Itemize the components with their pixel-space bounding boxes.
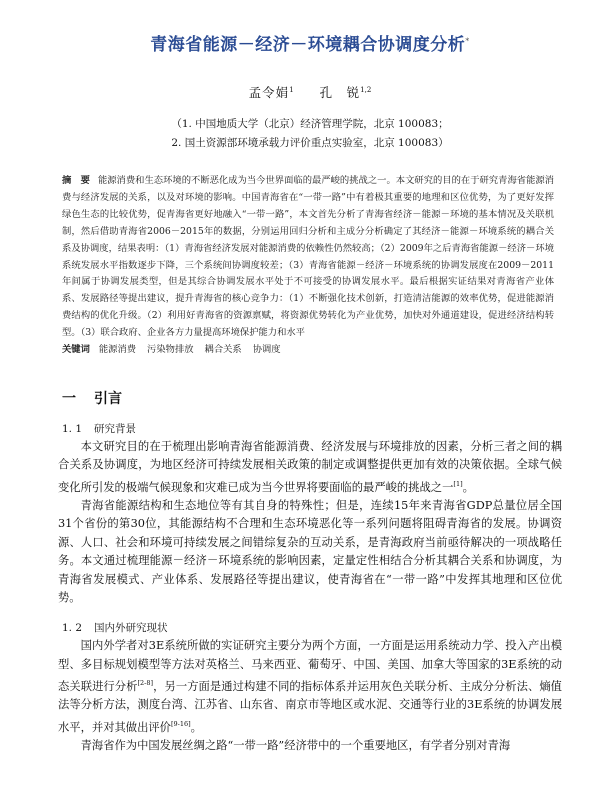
paper-title xyxy=(58,30,562,55)
abstract-text: 能源消费和生态环境的不断恶化成为当今世界面临的最严峻的挑战之一。本文研究的目的在于研究青海省能源消费与经济发展的关系，以及对环境的影响。中国青海省在“一带一路”中有着极其重要的地理和区位优势，为了更好发挥绿色生态的比较优势，促青海省更好地融入“一带一路”，本文首先分析了青海省经济－能源－环境的基本情况及关联机制，然后借助青海省2006－2015年的数据，分别运用回归分析和主成分分析确定了其经济－能源－环境系统的耦合关系及协调度，结果表明：（1）青海省经济发展对能源消费的依赖性仍然较高；（2）2009年之后青海省能源－经济－环境系统发展水平指数逐步下降，三个系统间协调度较差；（3）青海省能源－经济－环境系统的协调发展度在2009－2011年间属于协调发展类型，但是其综合协调发展水平处于不可接受的协调发展水平。最后根据实证结果对青海省产业体系、发展路径等提出建议，提升青海省的核心竞争力：（1）不断强化技术创新，打造清洁能源的效率优势，促进能源消费结构的优化升级。（2）利用好青海省的资源禀赋，将资源优势转化为产业优势，加快对外通道建设，促进经济结构转型。（3）联合政府、企业各方力量提高环境保护能力和水平 xyxy=(62,175,554,339)
paragraph-end: 。 xyxy=(190,720,202,734)
section-title: 引言 xyxy=(94,391,122,408)
paragraph-text: 本文研究目的在于梳理出影响青海省能源消费、经济发展与环境排放的因素，分析三者之间的耦合关系及协调度，为地区经济可持续发展相关政策的制定或调整提供更加有效的决策依据。全球气候变化所引发的极端气候现象和灾难已成为当今世界将要面临的最严峻的挑战之一 xyxy=(58,440,562,494)
paper-title-text: 青海省能源－经济－环境耦合协调度分析 xyxy=(150,35,466,55)
subsection-title: 研究背景 xyxy=(94,423,137,436)
section-number: 一 xyxy=(62,391,76,408)
keyword: 协调度 xyxy=(252,344,281,356)
author-name: 孔 锐 xyxy=(319,85,361,100)
subsection-title: 国内外研究现状 xyxy=(94,622,168,635)
paragraph-end: 。 xyxy=(462,480,474,494)
citation: [9-16] xyxy=(170,719,191,728)
author-affil-mark: 1,2 xyxy=(360,85,372,94)
author-affil-mark: 1 xyxy=(289,85,294,94)
author-line xyxy=(58,83,562,101)
body-paragraph xyxy=(58,637,562,737)
keyword: 能源消费 xyxy=(98,344,137,356)
affiliations xyxy=(58,115,562,153)
subsection-heading xyxy=(58,420,562,438)
subsection-number: 1. 2 xyxy=(62,622,83,635)
abstract-label: 摘 要 xyxy=(62,175,90,186)
affiliation-line: 2. 国土资源部环境承载力评价重点实验室，北京 100083） xyxy=(171,137,449,149)
paragraph-text: 国内外学者对3E系统所做的实证研究主要分为两个方面，一方面是运用系统动力学、投入产出模型、多目标规划模型等方法对英格兰、马来西亚、葡萄牙、中国、美国、加拿大等国家的3E系统的动态关联进行分析 xyxy=(58,639,562,694)
keywords xyxy=(58,342,562,358)
abstract xyxy=(58,173,562,342)
title-footnote-mark: * xyxy=(465,36,470,46)
subsection-number: 1. 1 xyxy=(62,423,83,436)
body-paragraph xyxy=(58,438,562,497)
section-heading xyxy=(58,388,562,408)
paper-page xyxy=(0,30,600,799)
keyword: 耦合关系 xyxy=(204,344,242,356)
keyword: 污染物排放 xyxy=(147,344,194,356)
body-paragraph: 青海省作为中国发展丝绸之路“一带一路”经济带中的一个重要地区，有学者分别对青海 xyxy=(80,739,511,753)
paragraph-text: ，另一方面是通过构建不同的指标体系并运用灰色关联分析、主成分分析法、熵值法等分析方法，测度台湾、江苏省、山东省、南京市等地区或水泥、交通等行业的3E系统的协调发展水平，并对其做出评价 xyxy=(58,680,562,734)
keywords-label: 关键词 xyxy=(62,344,90,356)
body-paragraph: 青海省能源结构和生态地位等有其自身的特殊性；但是，连续15年来青海省GDP总量位居全国31个省份的第30位，其能源结构不合理和生态环境恶化等一系列问题将阻碍青海省的发展。协调资源、人口、社会和环境可持续发展之间错综复杂的互动关系，是青海政府当前亟待解决的一项战略任务。本文通过梳理能源－经济－环境系统的影响因素，定量定性相结合分析其耦合关系和协调度，为青海省发展模式、产业体系、发展路径等提出建议，使青海省在“一带一路”中发挥其地理和区位优势。 xyxy=(58,499,562,605)
affiliation-line: （1. 中国地质大学（北京）经济管理学院，北京 100083； xyxy=(171,118,449,130)
citation: [2-8] xyxy=(137,679,154,688)
author-name: 孟令娟 xyxy=(248,85,290,100)
subsection-heading xyxy=(58,619,562,637)
citation: [1] xyxy=(453,479,463,488)
